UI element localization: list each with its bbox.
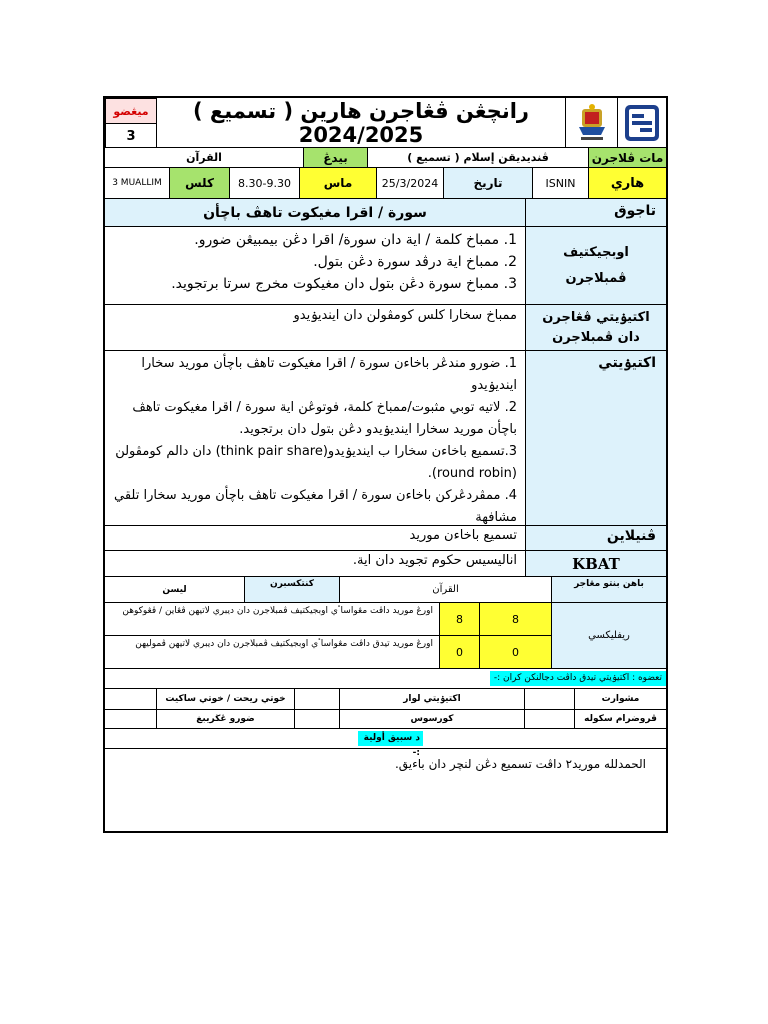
activity-item: 3.تسميع باخاءن سخارا ب اينديۏيدو(think pair share) دان دالم كومڤولن (round robin). [115,444,517,481]
time-label: ماس [300,168,377,198]
other-row-1 [105,689,666,709]
crest-icon [575,103,609,143]
materials-value: القرآن [340,577,552,602]
crest-logo [565,98,617,148]
other-blank [525,689,575,709]
activity-item: 2. لاتيه توبي مثبوت/ممباخ كلمة، فوتوڠن اية سورة / اقرا مغيكوت تاهڤ باچأن موريد سخارا اينديۏيدو دڠن بتول دان برتجويد. [132,400,517,437]
bidang-value: القرآن [186,151,222,164]
materials-label: باهن بنتو مڠاجر [552,577,666,602]
school-logo-icon [624,104,660,142]
class-label: كلس [170,168,230,198]
topic-value: سورة / اقرا مغيكوت تاهڤ باچأن [203,204,427,221]
info-row-2 [105,168,666,199]
objectives-list [113,229,517,295]
day-value: ISNIN [545,176,576,190]
objective-item: 1. ممباخ كلمة / اية دان سورة/ اقرا دڠن بيمبيڠن ضورو. [194,232,517,248]
subject-label: مات ڤلاجرن [588,148,666,167]
reason-row [105,729,666,758]
day-label: هاري [588,168,666,198]
date-label: تاريخ [444,168,533,198]
reflection-row-2-text: اورڠ موريد تيدق داڤت مڠواساٴي اوبجيكتيف ڤمبلاجرن دان ديبري لاتيهن ڤموليهن [105,636,440,668]
other-blank [295,689,340,709]
meeting-label: مشوارت [601,694,640,704]
context-label: كنتكسبرن [245,577,340,602]
activity-item: 4. ممڤردڠركن باخاءن سورة / اقرا مغيكوت تاهڤ باچأن موريد سخارا تلقي مشافهة [114,488,517,525]
materials-row [105,577,666,603]
reflection-row-1-total: 8 [480,603,552,636]
topic-row [105,199,525,227]
topic-label: تاجوق [525,199,666,227]
time-value: 8.30-9.30 [230,168,300,198]
info-row-1 [105,148,666,168]
kbat-label: KBAT [525,551,666,577]
course-label: كورسوس [340,709,525,728]
assessment-label: ڤنيلاين [525,526,666,551]
week-label: ميڠضو [106,99,156,124]
reflection-block [105,603,666,669]
objective-item: 3. ممباخ سورة دڠن بتول دان مغيكوت مخرج سرتا برتجويد. [171,276,517,292]
kbat-value: اناليسيس حكوم تجويد دان اية. [105,551,525,577]
reflection-row-1-count: 8 [440,603,480,636]
week-value: 3 [126,128,136,144]
lesson-plan-sheet [103,96,668,833]
bidang-label: بيدڠ [303,148,368,167]
criteria-label: اكتيۏيتي ڤڠاجرن دان ڤمبلاجرن [525,305,666,351]
other-blank [105,689,157,709]
school-logo [617,98,666,148]
other-blank [295,709,340,728]
other-blank [105,709,157,728]
school-program-label: ڤروضرام سكوله [584,713,657,724]
objectives-label: اوبجيكتيف ڤمبلاجرن [525,227,666,305]
subject-value: ڤنديديقن إسلام ( تسميع ) [407,151,549,164]
reason-label: د سبيق أولية :- [358,731,423,746]
activities-label: اكتيۏيتي [525,351,666,526]
substitute-label: ضورو ڠڬريبغ [157,709,295,728]
other-row-2 [105,709,666,729]
objectives-content [105,227,525,305]
leave-label: خوتي ريحت / خوتي ساكيت [157,689,295,709]
class-value: 3 MUALLIM [105,168,170,198]
activity-item: 1. ضورو مندڠر باخاءن سورة / اقرا مغيكوت تاهڤ باچأن موريد سخارا اينديۏيدو [141,356,517,393]
context-value: ليسن [105,577,245,602]
reflection-row-2-total: 0 [480,636,552,668]
reflection-label: ريفليكسي [552,603,666,668]
note-text: تعضوه : اكتيۏيتي تيدق داڤت دجالنكن كران :- [490,671,666,686]
assessment-value: تسميع باخاءن موريد [105,526,525,551]
objective-item: 2. ممباخ اية درڤد سورة دڠن بتول. [313,254,517,270]
activities-content [105,351,525,526]
activities-list [113,353,517,529]
outside-activity-label: اكتيۏيتي لوار [340,689,525,709]
date-value: 25/3/2024 [377,168,444,198]
other-blank [525,709,575,728]
week-box [105,98,157,148]
final-reflection: الحمدلله موريد٢ داڤت تسميع دڠن لنچر دان باءيق. [394,757,646,771]
reflection-row-1-text: اورڠ موريد داڤت مڠواساٴي اوبجيكتيف ڤمبلاجرن دان ديبري لاتيهن ڤڠاين / ڤڠوكوهن [105,603,440,636]
reflection-row-2-count: 0 [440,636,480,668]
note-row [105,669,666,689]
criteria-value: ممباخ سخارا كلس كومڤولن دان اينديۏيدو [105,305,525,351]
page-title: رانچڠن ڤڠاجرن هارين ( تسميع ) 2024/2025 [193,99,529,147]
